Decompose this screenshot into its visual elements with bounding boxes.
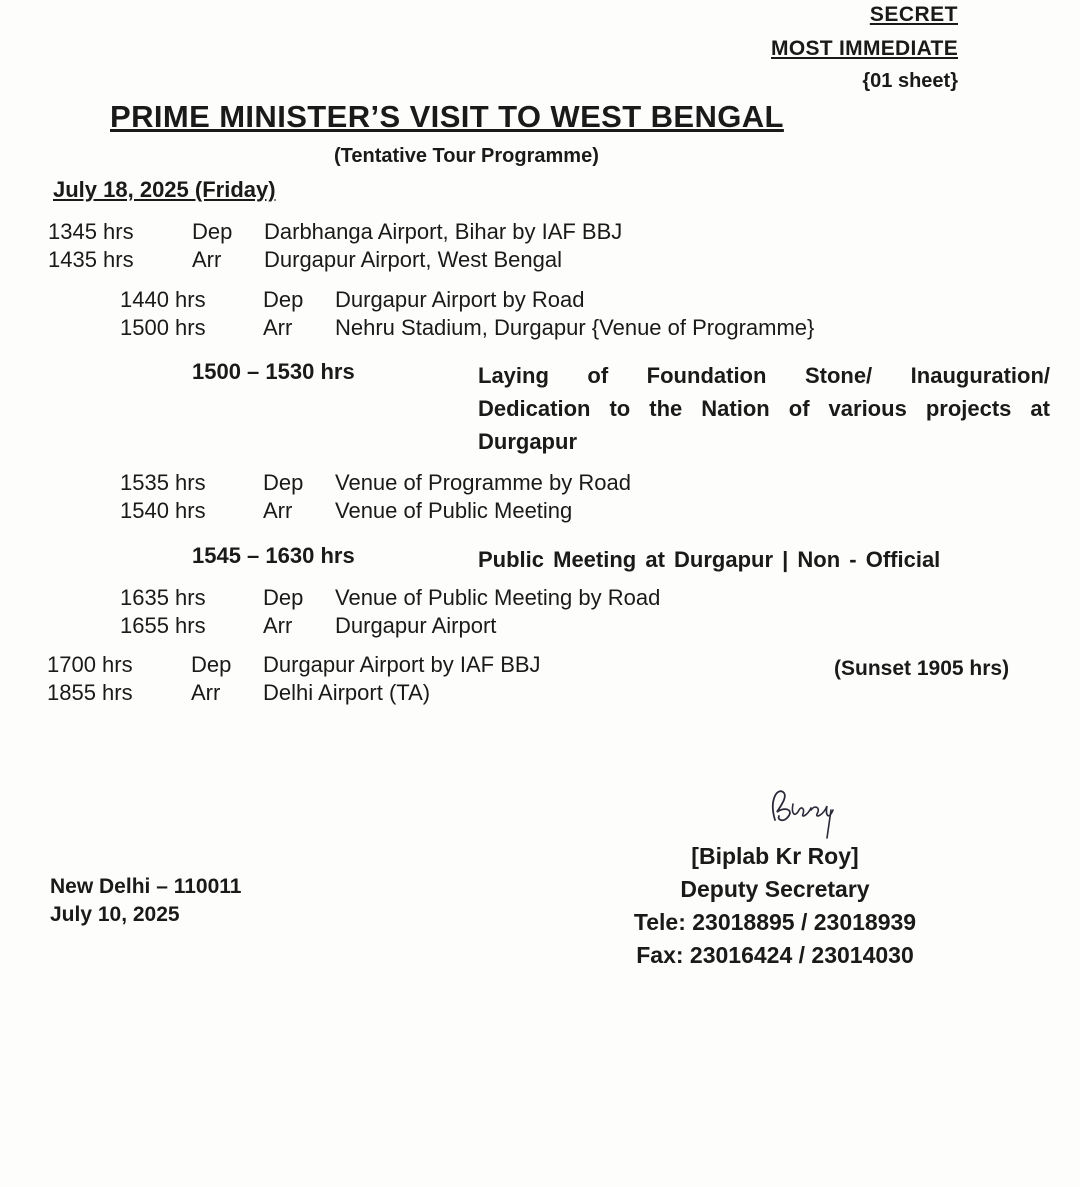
fax-numbers: Fax: 23016424 / 23014030 <box>636 942 914 968</box>
schedule-type: Arr <box>263 498 293 523</box>
schedule-place: Venue of Public Meeting <box>335 498 573 523</box>
event-time: 1545 – 1630 hrs <box>192 543 355 568</box>
signature-image <box>765 780 855 840</box>
schedule-type: Dep <box>263 287 304 312</box>
schedule-time: 1345 hrs <box>48 219 134 244</box>
sunset-note: (Sunset 1905 hrs) <box>834 657 1010 680</box>
tour-date: July 18, 2025 (Friday) <box>53 177 276 202</box>
document-subtitle: (Tentative Tour Programme) <box>334 145 599 167</box>
schedule-type: Arr <box>192 247 222 272</box>
telephone-numbers: Tele: 23018895 / 23018939 <box>633 909 917 935</box>
issue-place: New Delhi – 110011 <box>50 875 242 898</box>
priority-label: MOST IMMEDIATE <box>771 37 958 60</box>
schedule-type: Dep <box>263 585 304 610</box>
schedule-time: 1855 hrs <box>47 680 133 705</box>
schedule-type: Arr <box>263 315 293 340</box>
schedule-type: Dep <box>263 470 304 495</box>
schedule-place: Durgapur Airport by IAF BBJ <box>263 652 541 677</box>
signatory-designation: Deputy Secretary <box>680 876 870 902</box>
signatory-name: [Biplab Kr Roy] <box>691 843 859 869</box>
schedule-time: 1535 hrs <box>120 470 206 495</box>
schedule-time: 1700 hrs <box>47 652 133 677</box>
event-description: Public Meeting at Durgapur | Non - Official <box>478 547 941 572</box>
schedule-time: 1440 hrs <box>120 287 206 312</box>
schedule-place: Nehru Stadium, Durgapur {Venue of Programme} <box>335 315 815 340</box>
issue-date: July 10, 2025 <box>50 903 180 926</box>
schedule-time: 1540 hrs <box>120 498 206 523</box>
schedule-time: 1635 hrs <box>120 585 206 610</box>
issue-place-date <box>50 873 241 929</box>
schedule-type: Dep <box>191 652 232 677</box>
schedule-type: Dep <box>192 219 233 244</box>
schedule-type: Arr <box>191 680 221 705</box>
schedule-type: Arr <box>263 613 293 638</box>
schedule-time: 1655 hrs <box>120 613 206 638</box>
event-time: 1500 – 1530 hrs <box>192 359 355 384</box>
document-title: PRIME MINISTER’S VISIT TO WEST BENGAL <box>110 99 784 134</box>
schedule-place: Durgapur Airport by Road <box>335 287 585 312</box>
signature-block <box>580 840 970 972</box>
schedule-place: Venue of Public Meeting by Road <box>335 585 661 610</box>
event-description: Laying of Foundation Stone/ Inauguration/ Dedication to the Nation of various projects at Durgapur <box>478 363 1050 454</box>
schedule-place: Venue of Programme by Road <box>335 470 631 495</box>
schedule-place: Darbhanga Airport, Bihar by IAF BBJ <box>264 219 623 244</box>
classification-label: SECRET <box>869 3 958 26</box>
schedule-time: 1500 hrs <box>120 315 206 340</box>
sheet-count: {01 sheet} <box>862 70 958 92</box>
schedule-place: Durgapur Airport <box>335 613 497 638</box>
schedule-place: Durgapur Airport, West Bengal <box>264 247 562 272</box>
schedule-place: Delhi Airport (TA) <box>263 680 431 705</box>
schedule-time: 1435 hrs <box>48 247 134 272</box>
